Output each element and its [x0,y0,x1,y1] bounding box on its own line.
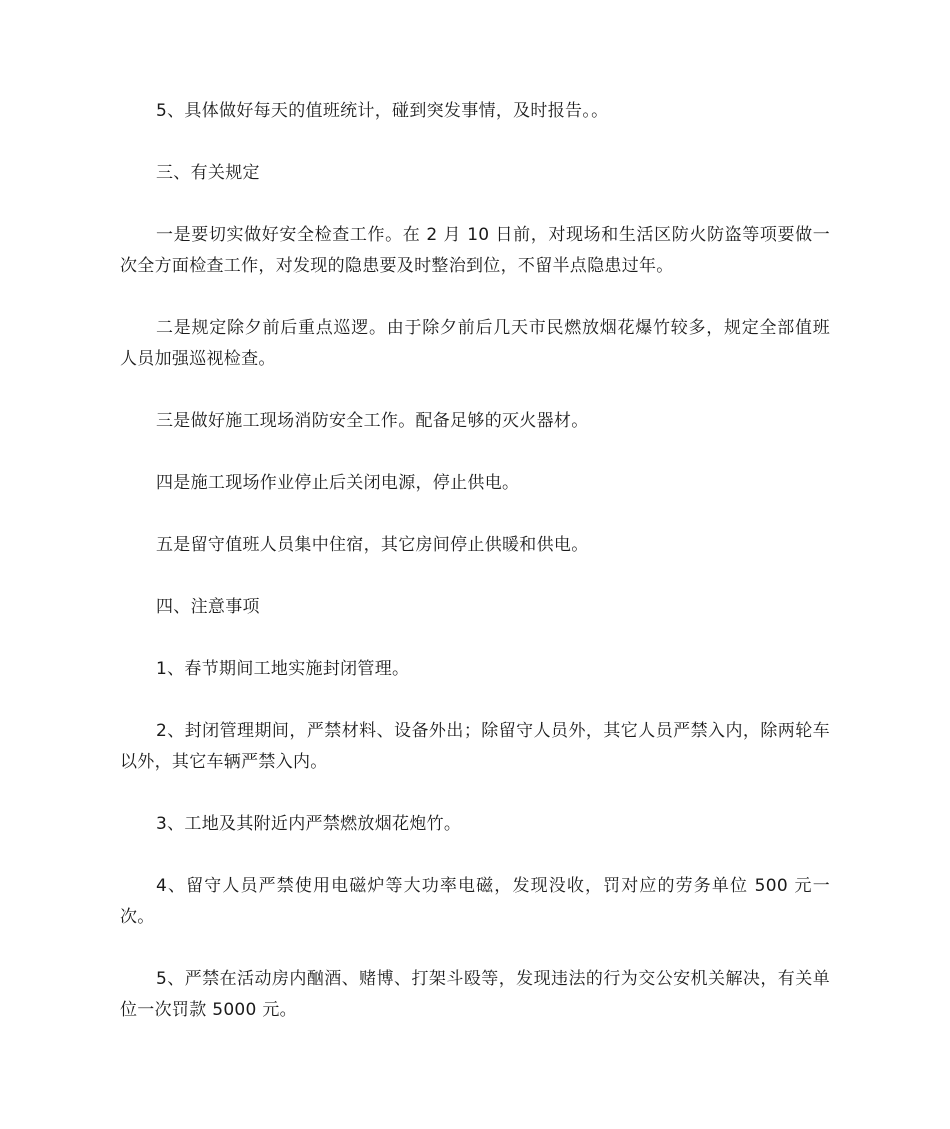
paragraph-fire-safety: 三是做好施工现场消防安全工作。配备足够的灭火器材。 [156,411,589,431]
document-body [120,96,830,1026]
paragraph-access-control: 2、封闭管理期间，严禁材料、设备外出；除留守人员外，其它人员严禁入内，除两轮车以外，其它车辆严禁入内。 [120,721,830,772]
paragraph-conduct-ban: 5、严禁在活动房内酗酒、赌博、打架斗殴等，发现违法的行为交公安机关解决，有关单位一次罚款 5000 元。 [120,969,830,1020]
paragraph-appliance-ban: 4、留守人员严禁使用电磁炉等大功率电磁，发现没收，罚对应的劳务单位 500 元一次。 [120,876,830,927]
paragraph-power-off: 四是施工现场作业停止后关闭电源，停止供电。 [156,473,520,493]
paragraph-lodging: 五是留守值班人员集中住宿，其它房间停止供暖和供电。 [156,535,589,555]
section-heading-regulations: 三、有关规定 [156,163,260,183]
paragraph-patrol: 二是规定除夕前后重点巡逻。由于除夕前后几天市民燃放烟花爆竹较多，规定全部值班人员加强巡视检查。 [120,318,830,369]
paragraph-closed-management: 1、春节期间工地实施封闭管理。 [156,659,410,679]
paragraph-safety-inspection: 一是要切实做好安全检查工作。在 2 月 10 日前，对现场和生活区防火防盗等项要做一次全方面检查工作，对发现的隐患要及时整治到位，不留半点隐患过年。 [120,225,830,276]
paragraph-fireworks-ban: 3、工地及其附近内严禁燃放烟花炮竹。 [156,814,462,834]
section-heading-precautions: 四、注意事项 [156,597,260,617]
paragraph-duty-statistics: 5、具体做好每天的值班统计，碰到突发事情，及时报告。。 [156,101,609,121]
